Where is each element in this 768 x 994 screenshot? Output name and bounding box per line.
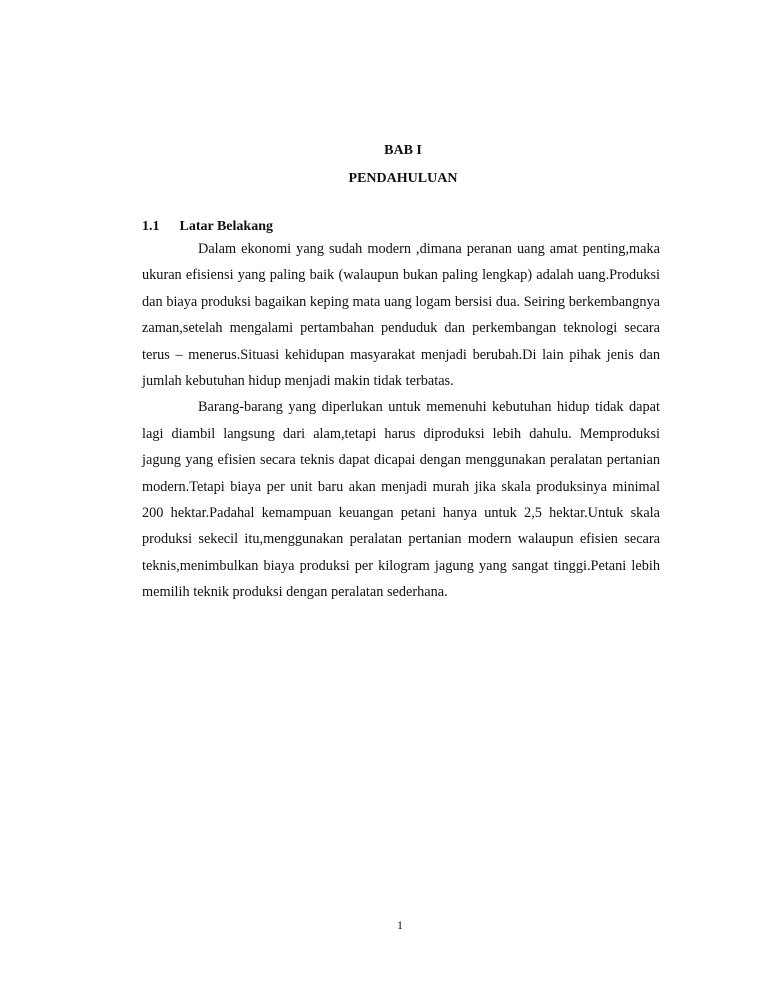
body-text: [142, 236, 660, 606]
paragraph: Dalam ekonomi yang sudah modern ,dimana peranan uang amat penting,maka ukuran efisiensi yang paling baik (walaupun bukan paling lengkap) adalah uang.Produksi dan biaya produksi bagaikan keping mata uang logam bersisi dua. Seiring berkembangnya zaman,setelah mengalami pertambahan penduduk dan perkembangan teknologi secara terus – menerus.Situasi kehidupan masyarakat menjadi berubah.Di lain pihak jenis dan jumlah kebutuhan hidup menjadi makin tidak terbatas.: [142, 241, 660, 390]
section-heading: [142, 218, 273, 236]
section-number: 1.1: [142, 219, 160, 234]
paragraph: Barang-barang yang diperlukan untuk memenuhi kebutuhan hidup tidak dapat lagi diambil langsung dari alam,tetapi harus diproduksi lebih dahulu. Memproduksi jagung yang efisien secara teknis dapat dicapai dengan menggunakan peralatan pertanian modern.Tetapi biaya per unit baru akan menjadi murah jika skala produksinya minimal 200 hektar.Padahal kemampuan keuangan petani hanya untuk 2,5 hektar.Untuk skala produksi sekecil itu,menggunakan peralatan pertanian modern walaupun efisien secara teknis,menimbulkan biaya produksi per kilogram jagung yang sangat tinggi.Petani lebih memilih teknik produksi dengan peralatan sederhana.: [142, 399, 660, 601]
section-title: Latar Belakang: [179, 219, 273, 234]
chapter-title: PENDAHULUAN: [348, 171, 458, 186]
page-number: 1: [397, 918, 403, 932]
chapter-number: BAB I: [384, 143, 422, 158]
